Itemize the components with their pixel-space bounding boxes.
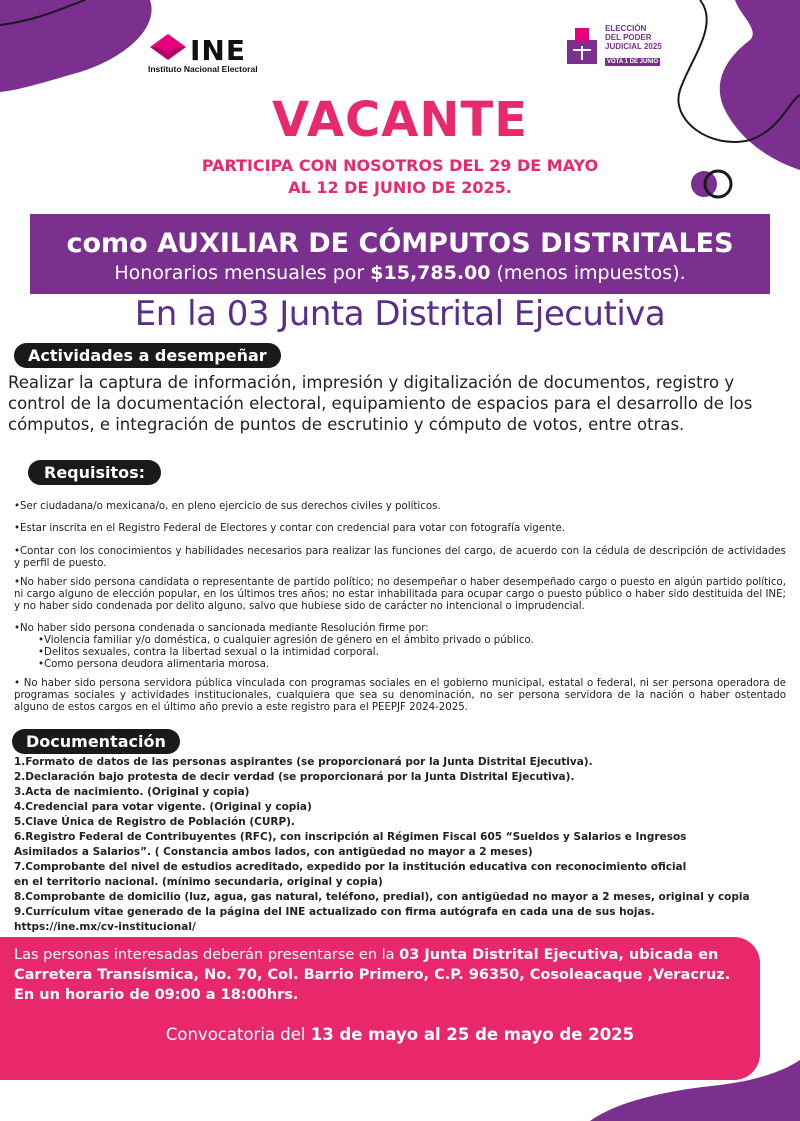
- period-subtitle: [150, 155, 650, 199]
- footer-place: 03 Junta Distrital Ejecutiva, ubicada en Carretera Transísmica, No. 70, Col. Barrio Primero, C.P. 96350, Cosoleacaque ,Veracruz.: [14, 947, 731, 983]
- doc-line: Asimilados a Salarios”. ( Constancia ambos lados, con antigüedad no mayor a 2 meses): [14, 846, 533, 858]
- doc-line: 9.Currículum vitae generado de la página del INE actualizado con firma autógrafa en cada una de sus hojas.: [14, 906, 655, 918]
- requisito-item-5-text: •No haber sido persona condenada o sancionada mediante Resolución firme por:: [14, 623, 429, 634]
- salary-amount: $15,785.00: [370, 262, 491, 284]
- doc-line: 7.Comprobante del nivel de estudios acreditado, expedido por la institución educativa con reconocimiento oficial: [14, 861, 687, 873]
- ine-logo-subtitle: Instituto Nacional Electoral: [148, 64, 258, 74]
- ine-diamond-icon: [148, 32, 188, 62]
- eleccion-poder-judicial-logo: [563, 22, 673, 70]
- position-title: como AUXILIAR DE CÓMPUTOS DISTRITALES: [66, 228, 734, 259]
- requisito-item-3: •Contar con los conocimientos y habilidades necesarios para realizar las funciones del cargo, de acuerdo con la cédula de descripción de actividades y perfil de puesto.: [14, 546, 786, 569]
- doc-line: 8.Comprobante de domicilio (luz, agua, gas natural, teléfono, predial), con antigüedad no mayor a 2 meses, original y copia: [14, 891, 750, 903]
- footer-info-box: [0, 937, 760, 1080]
- convocatoria-line: [0, 1025, 800, 1044]
- junta-heading: En la 03 Junta Distrital Ejecutiva: [134, 294, 666, 334]
- doc-line: 4.Credencial para votar vigente. (Original y copia): [14, 801, 312, 813]
- position-banner: [30, 214, 770, 294]
- doc-line: en el territorio nacional. (mínimo secundaria, original y copia): [14, 876, 383, 888]
- period-subtitle-line2: AL 12 DE JUNIO DE 2025.: [288, 178, 512, 197]
- cv-link[interactable]: https://ine.mx/cv-institucional/: [14, 921, 196, 933]
- doc-line: 5.Clave Única de Registro de Población (CURP).: [14, 816, 295, 828]
- documentacion-heading: Documentación: [12, 729, 180, 754]
- decorative-blob-top-left: [0, 0, 170, 95]
- eleccion-logo-line2: DEL PODER: [605, 33, 652, 42]
- eleccion-logo-line4: VOTA 1 DE JUNIO: [607, 59, 659, 65]
- page-title: VACANTE: [271, 92, 529, 148]
- requisitos-heading: Requisitos:: [28, 460, 161, 485]
- ballot-box-icon: [563, 26, 601, 66]
- actividades-heading: Actividades a desempeñar: [14, 343, 281, 368]
- salary-line: [30, 260, 770, 286]
- doc-line: 1.Formato de datos de las personas aspirantes (se proporcionará por la Junta Distrital Ejecutiva).: [14, 756, 593, 768]
- ine-logo-text: INE: [190, 34, 246, 67]
- footer-address: [14, 945, 754, 1005]
- requisito-subitem-1: •Violencia familiar y/o doméstica, o cualquier agresión de género en el ámbito privado o público.: [38, 635, 534, 646]
- requisito-item-1: •Ser ciudadana/o mexicana/o, en pleno ejercicio de sus derechos civiles y políticos.: [14, 501, 441, 512]
- footer-hours: En un horario de 09:00 a 18:00hrs.: [14, 987, 299, 1003]
- convocatoria-prefix: Convocatoria del: [165, 1025, 311, 1044]
- convocatoria-dates: 13 de mayo al 25 de mayo de 2025: [310, 1025, 635, 1044]
- salary-prefix: Honorarios mensuales por: [114, 262, 371, 284]
- requisito-subitem-3: •Como persona deudora alimentaria morosa.: [38, 659, 270, 670]
- requisito-item-6: • No haber sido persona servidora pública vinculada con programas sociales en el gobierno municipal, estatal o federal, ni ser persona operadora de programas sociales y actividades institucionales, cualquiera que sea su denominación, no ser persona servidora de la nación o haber ostentado alguno de estos cargos en el último año previo a este registro para el PEEPJF 2024-2025.: [14, 678, 786, 713]
- requisito-item-4: •No haber sido persona candidata o representante de partido político; no desempeñar o haber desempeñado cargo o puesto en algún partido político, ni cargo alguno de elección popular, en los últimos tres años; no estar inhabilitada para ocupar cargo o puesto público o haber sido destituida del INE; y no haber sido condenada por delito alguno, salvo que hubiese sido de carácter no intencional o imprudencial.: [14, 577, 786, 612]
- period-subtitle-line1: PARTICIPA CON NOSOTROS DEL 29 DE MAYO: [201, 156, 599, 175]
- eleccion-logo-line3: JUDICIAL 2025: [605, 42, 662, 51]
- requisito-subitem-2: •Delitos sexuales, contra la libertad sexual o la intimidad corporal.: [38, 647, 379, 658]
- doc-line: 3.Acta de nacimiento. (Original y copia): [14, 786, 250, 798]
- footer-intro: Las personas interesadas deberán presentarse en la: [14, 947, 400, 963]
- eleccion-logo-line1: ELECCIÓN: [605, 24, 647, 33]
- documentacion-list: [14, 755, 774, 935]
- decorative-rings: [688, 168, 736, 200]
- actividades-text: Realizar la captura de información, impresión y digitalización de documentos, registro y control de la documentación electoral, equipamiento de espacios para el desarrollo de los cómputos, e integración de puntos de escrutinio y cómputo de votos, entre otras.: [8, 373, 753, 434]
- doc-line: 2.Declaración bajo protesta de decir verdad (se proporcionará por la Junta Distrital Ejecutiva).: [14, 771, 575, 783]
- requisito-item-5: [14, 623, 786, 671]
- salary-suffix: (menos impuestos).: [490, 262, 686, 284]
- requisito-item-2: •Estar inscrita en el Registro Federal de Electores y contar con credencial para votar con fotografía vigente.: [14, 523, 565, 534]
- doc-line: 6.Registro Federal de Contribuyentes (RFC), con inscripción al Régimen Fiscal 605 “Sueldos y Salarios e Ingresos: [14, 831, 687, 843]
